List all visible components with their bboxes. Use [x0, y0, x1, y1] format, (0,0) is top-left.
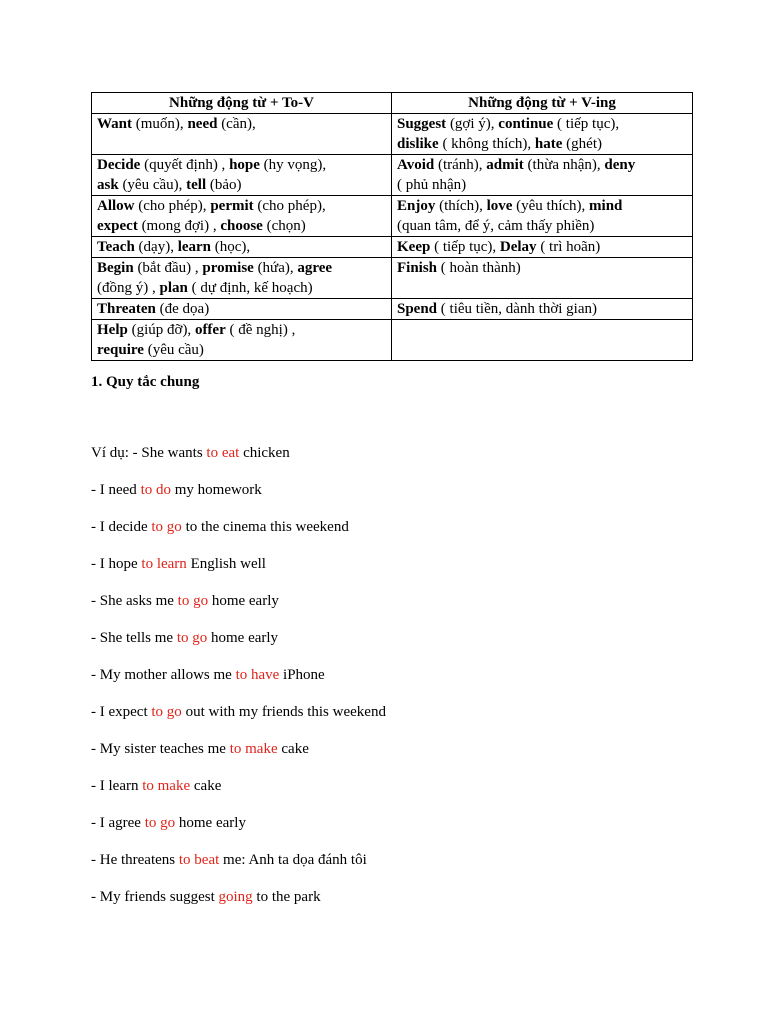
verb-meaning: (bảo): [206, 177, 242, 193]
verb-keyword: hate: [534, 136, 563, 152]
example-item: [91, 517, 386, 554]
cell-line: [97, 216, 386, 236]
example-item: [91, 554, 386, 591]
verb-meaning: (muốn),: [132, 116, 188, 132]
example-item: [91, 443, 386, 480]
verb-form-highlight: to beat: [178, 852, 220, 868]
example-text: home early: [208, 593, 279, 609]
verb-meaning: (giúp đỡ),: [127, 322, 195, 338]
verb-meaning: (gợi ý),: [446, 116, 499, 132]
example-item: [91, 887, 386, 924]
header-to-v: Những động từ + To-V: [92, 93, 392, 114]
example-text: - I expect: [91, 704, 152, 720]
verb-keyword: Avoid: [397, 157, 435, 173]
example-item: [91, 702, 386, 739]
verb-form-highlight: to eat: [206, 445, 240, 461]
cell-line: [397, 155, 687, 175]
table-row: [92, 320, 693, 361]
verb-keyword: plan: [159, 280, 188, 296]
verb-table-header-row: [92, 93, 693, 114]
verb-meaning: (bắt đầu) ,: [133, 260, 203, 276]
rule-heading: 1. Quy tắc chung: [91, 374, 200, 390]
verb-keyword: Teach: [97, 239, 135, 255]
verb-keyword: Enjoy: [397, 198, 436, 214]
to-v-cell: [92, 196, 392, 237]
cell-line: [397, 237, 687, 257]
verb-keyword: Begin: [97, 260, 134, 276]
verb-keyword: Finish: [397, 260, 438, 276]
example-text: - She asks me: [91, 593, 178, 609]
v-ing-cell: [392, 320, 693, 361]
cell-line: [97, 237, 386, 257]
verb-keyword: ask: [97, 177, 119, 193]
verb-form-highlight: to go: [151, 519, 182, 535]
verb-keyword: offer: [194, 322, 226, 338]
verb-keyword: Help: [97, 322, 128, 338]
example-text: - I agree: [91, 815, 145, 831]
v-ing-cell: [392, 155, 693, 196]
table-row: [92, 114, 693, 155]
verb-keyword: mind: [589, 198, 623, 214]
cell-line: [97, 340, 386, 360]
cell-line: [97, 114, 386, 134]
verb-meaning: (dạy),: [134, 239, 178, 255]
verb-form-highlight: to make: [142, 778, 191, 794]
example-item: [91, 665, 386, 702]
table-row: [92, 155, 693, 196]
cell-line: [397, 299, 687, 319]
verb-meaning: (tránh),: [434, 157, 487, 173]
cell-line: [97, 155, 386, 175]
verb-meaning: (hứa),: [253, 260, 298, 276]
example-item: [91, 628, 386, 665]
cell-line: [397, 175, 687, 195]
example-text: home early: [207, 630, 279, 646]
cell-line: [397, 196, 687, 216]
cell-line: [397, 216, 687, 236]
header-v-ing: Những động từ + V-ing: [392, 93, 693, 114]
example-text: - She tells me: [91, 630, 177, 646]
verb-keyword: tell: [186, 177, 207, 193]
example-text: - I decide: [91, 519, 152, 535]
verb-table: [91, 92, 693, 361]
to-v-cell: [92, 320, 392, 361]
example-text: - I learn: [91, 778, 143, 794]
verb-form-highlight: to learn: [141, 556, 187, 572]
table-row: [92, 258, 693, 299]
to-v-cell: [92, 114, 392, 155]
verb-keyword: require: [97, 342, 144, 358]
v-ing-cell: [392, 196, 693, 237]
example-text: cake: [190, 778, 222, 794]
verb-meaning: ( hoàn thành): [437, 260, 521, 276]
cell-line: [397, 134, 687, 154]
verb-meaning: (mong đợi) ,: [137, 218, 221, 234]
to-v-cell: [92, 299, 392, 320]
verb-meaning: ( phủ nhận): [397, 177, 467, 193]
verb-meaning: (thừa nhận),: [523, 157, 605, 173]
verb-meaning: (chọn): [262, 218, 306, 234]
verb-keyword: Keep: [397, 239, 431, 255]
example-text: chicken: [239, 445, 290, 461]
verb-keyword: hope: [229, 157, 260, 173]
cell-line: [397, 258, 687, 278]
example-item: [91, 591, 386, 628]
example-item: [91, 813, 386, 850]
verb-keyword: need: [187, 116, 218, 132]
verb-keyword: expect: [97, 218, 138, 234]
example-text: to the cinema this weekend: [181, 519, 349, 535]
v-ing-cell: [392, 258, 693, 299]
cell-line: [97, 299, 386, 319]
cell-line: [397, 114, 687, 134]
verb-form-highlight: to do: [140, 482, 171, 498]
verb-meaning: (yêu thích),: [512, 198, 590, 214]
verb-keyword: permit: [210, 198, 254, 214]
verb-keyword: admit: [486, 157, 524, 173]
verb-meaning: (quyết định) ,: [140, 157, 230, 173]
example-text: iPhone: [279, 667, 325, 683]
verb-meaning: (quan tâm, để ý, cảm thấy phiền): [397, 218, 595, 234]
table-row: [92, 237, 693, 258]
to-v-cell: [92, 258, 392, 299]
verb-meaning: (cần),: [217, 116, 256, 132]
cell-line: [97, 196, 386, 216]
verb-meaning: ( trì hoãn): [536, 239, 601, 255]
verb-keyword: continue: [498, 116, 554, 132]
example-text: - I hope: [91, 556, 142, 572]
verb-meaning: (cho phép),: [134, 198, 211, 214]
verb-meaning: (cho phép),: [253, 198, 326, 214]
verb-form-highlight: to go: [151, 704, 182, 720]
v-ing-cell: [392, 114, 693, 155]
verb-keyword: agree: [297, 260, 333, 276]
verb-form-highlight: to go: [144, 815, 176, 831]
v-ing-cell: [392, 299, 693, 320]
example-item: [91, 480, 386, 517]
verb-keyword: learn: [177, 239, 212, 255]
example-item: [91, 776, 386, 813]
verb-keyword: promise: [202, 260, 254, 276]
example-text: - My friends suggest: [91, 889, 219, 905]
cell-line: [97, 258, 386, 278]
example-text: - He threatens: [91, 852, 179, 868]
verb-meaning: (đồng ý) ,: [97, 280, 160, 296]
verb-keyword: love: [486, 198, 513, 214]
verb-meaning: (thích),: [435, 198, 487, 214]
verb-meaning: (hy vọng),: [259, 157, 327, 173]
cell-line: [97, 175, 386, 195]
verb-keyword: Spend: [397, 301, 438, 317]
table-row: [92, 196, 693, 237]
verb-form-highlight: to go: [177, 593, 209, 609]
example-text: English well: [186, 556, 266, 572]
verb-keyword: choose: [220, 218, 263, 234]
verb-meaning: (học),: [211, 239, 251, 255]
verb-meaning: ( tiêu tiền, dành thời gian): [437, 301, 598, 317]
verb-keyword: Want: [97, 116, 133, 132]
verb-keyword: Decide: [97, 157, 141, 173]
v-ing-cell: [392, 237, 693, 258]
example-text: out with my friends this weekend: [181, 704, 386, 720]
table-row: [92, 299, 693, 320]
example-list: [91, 443, 386, 924]
example-text: Ví dụ: - She wants: [91, 445, 207, 461]
verb-meaning: (đe dọa): [155, 301, 210, 317]
verb-keyword: Threaten: [97, 301, 156, 317]
example-item: [91, 739, 386, 776]
verb-meaning: ( đề nghị) ,: [225, 322, 296, 338]
verb-table-body: [92, 114, 693, 361]
verb-form-highlight: to go: [176, 630, 208, 646]
verb-form-highlight: to make: [229, 741, 278, 757]
example-text: cake: [277, 741, 309, 757]
verb-meaning: ( dự định, kế hoạch): [187, 280, 313, 296]
verb-meaning: ( tiếp tục),: [430, 239, 500, 255]
verb-meaning: ( không thích),: [438, 136, 535, 152]
example-text: - My mother allows me: [91, 667, 236, 683]
example-text: to the park: [252, 889, 321, 905]
to-v-cell: [92, 237, 392, 258]
verb-form-highlight: to have: [235, 667, 280, 683]
example-text: me: Anh ta dọa đánh tôi: [219, 852, 367, 868]
verb-keyword: deny: [604, 157, 636, 173]
verb-keyword: dislike: [397, 136, 439, 152]
verb-keyword: Suggest: [397, 116, 447, 132]
verb-keyword: Delay: [499, 239, 537, 255]
verb-keyword: Allow: [97, 198, 135, 214]
example-item: [91, 850, 386, 887]
verb-meaning: (yêu cầu),: [118, 177, 187, 193]
verb-meaning: (yêu cầu): [143, 342, 204, 358]
example-text: my homework: [170, 482, 262, 498]
cell-line: [97, 278, 386, 298]
example-text: - I need: [91, 482, 141, 498]
verb-meaning: ( tiếp tục),: [553, 116, 620, 132]
example-text: - My sister teaches me: [91, 741, 230, 757]
verb-meaning: (ghét): [562, 136, 602, 152]
verb-form-highlight: going: [218, 889, 253, 905]
to-v-cell: [92, 155, 392, 196]
example-text: home early: [175, 815, 246, 831]
cell-line: [97, 320, 386, 340]
